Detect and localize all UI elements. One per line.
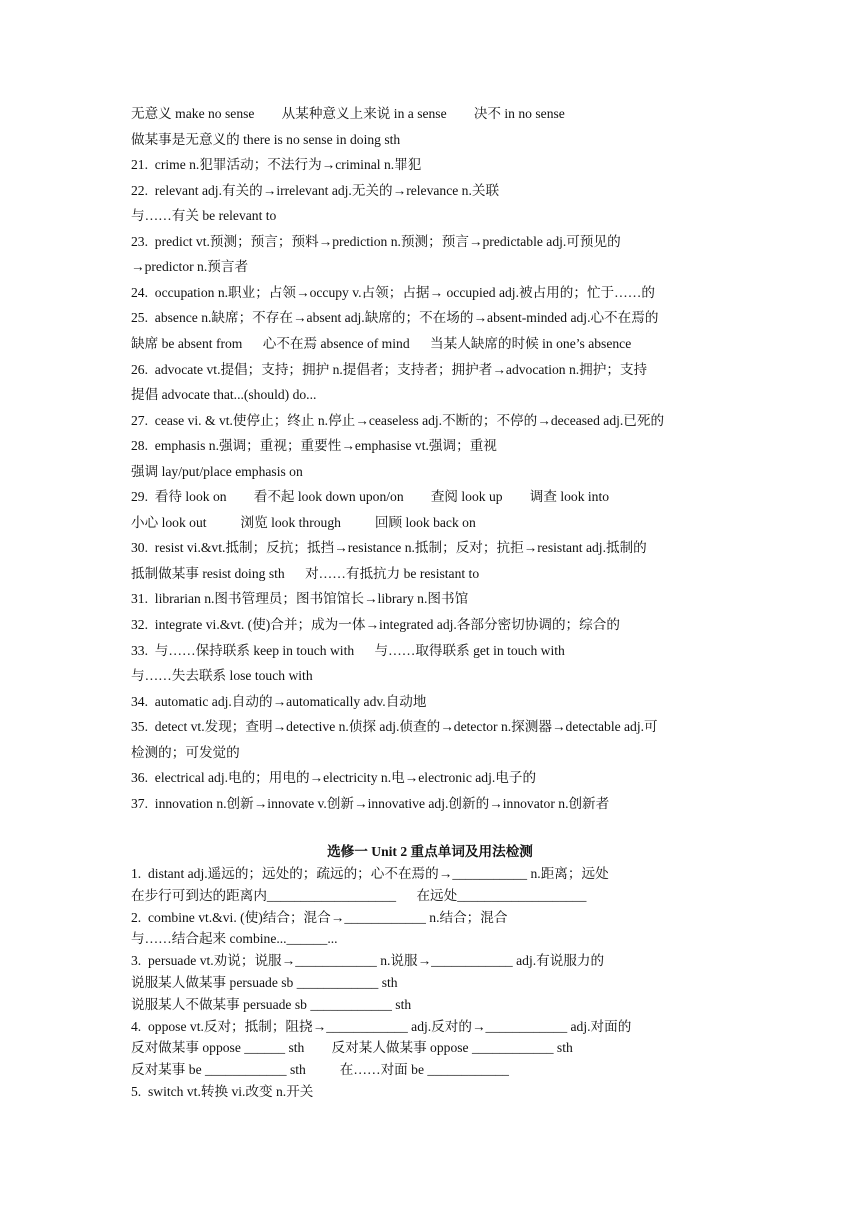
vocab-line: 36. electrical adj.电的；用电的→electricity n.电→electronic adj.电子的 (131, 770, 537, 786)
exercise-line: 反对做某事 oppose ______ sth 反对某人做某事 oppose ____________ sth (131, 1040, 573, 1056)
vocab-line: 23. predict vt.预测；预言；预料→prediction n.预测；预言→predictable adj.可预见的 (131, 233, 621, 249)
exercise-line: 1. distant adj.遥远的；远处的；疏远的；心不在焉的→___________ n.距离；远处 (131, 866, 609, 881)
vocab-line: 37. innovation n.创新→innovate v.创新→innovative adj.创新的→innovator n.创新者 (131, 795, 610, 811)
vocab-line: 抵制做某事 resist doing sth 对……有抵抗力 be resistant to (131, 565, 480, 581)
vocab-line: 28. emphasis n.强调；重视；重要性→emphasise vt.强调；重视 (131, 438, 497, 454)
vocab-line: 21. crime n.犯罪活动；不法行为→criminal n.罪犯 (131, 157, 422, 173)
vocab-line: →predictor n.预言者 (131, 259, 249, 275)
vocab-line: 强调 lay/put/place emphasis on (131, 463, 303, 479)
vocab-line: 检测的；可发觉的 (131, 744, 240, 760)
vocab-line: 做某事是无意义的 there is no sense in doing sth (131, 131, 401, 147)
vocab-line: 22. relevant adj.有关的→irrelevant adj.无关的→relevance n.关联 (131, 182, 500, 198)
vocab-line: 29. 看待 look on 看不起 look down upon/on 查阅 look up 调查 look into (131, 489, 610, 505)
vocab-line: 30. resist vi.&vt.抵制；反抗；抵挡→resistance n.抵制；反对；抗拒→resistant adj.抵制的 (131, 540, 647, 556)
exercise-line: 与……结合起来 combine...______... (131, 931, 338, 947)
section-title: 选修一 Unit 2 重点单词及用法检测 (327, 844, 533, 859)
exercise-line: 4. oppose vt.反对；抵制；阻挠→____________ adj.反对的→____________ adj.对面的 (131, 1018, 632, 1034)
exercise-line: 反对某事 be ____________ sth 在……对面 be ____________ (131, 1062, 509, 1078)
exercise-line: 说服某人不做某事 persuade sb ____________ sth (131, 996, 412, 1012)
vocab-line: 27. cease vi. & vt.使停止；终止 n.停止→ceaseless adj.不断的；不停的→deceased adj.已死的 (131, 412, 665, 428)
vocab-line: 24. occupation n.职业；占领→occupy v.占领；占据→ occupied adj.被占用的；忙于……的 (131, 284, 655, 300)
vocab-line: 与……有关 be relevant to (131, 208, 277, 224)
vocab-line: 31. librarian n.图书管理员；图书馆馆长→library n.图书馆 (131, 591, 469, 607)
vocab-line: 小心 look out 浏览 look through 回顾 look back on (131, 514, 476, 530)
vocab-line: 与……失去联系 lose touch with (131, 668, 313, 684)
exercise-line: 在步行可到达的距离内___________________ 在远处___________________ (131, 887, 587, 903)
exercise-line: 说服某人做某事 persuade sb ____________ sth (131, 975, 398, 990)
vocab-line: 34. automatic adj.自动的→automatically adv.自动地 (131, 693, 427, 709)
vocab-line: 提倡 advocate that...(should) do... (131, 387, 317, 403)
vocab-line: 缺席 be absent from 心不在焉 absence of mind 当某人缺席的时候 in one’s absence (131, 335, 632, 351)
vocab-line: 26. advocate vt.提倡；支持；拥护 n.提倡者；支持者；拥护者→advocation n.拥护；支持 (131, 361, 648, 377)
exercise-line: 3. persuade vt.劝说；说服→____________ n.说服→____________ adj.有说服力的 (131, 953, 605, 969)
vocab-line: 33. 与……保持联系 keep in touch with 与……取得联系 get in touch with (131, 642, 565, 658)
exercise-line: 2. combine vt.&vi. (使)结合；混合→____________ n.结合；混合 (131, 909, 508, 925)
vocab-line: 无意义 make no sense 从某种意义上来说 in a sense 决不 in no sense (131, 106, 565, 121)
exercise-line: 5. switch vt.转换 vi.改变 n.开关 (131, 1084, 314, 1099)
vocab-line: 35. detect vt.发现；查明→detective n.侦探 adj.侦查的→detector n.探测器→detectable adj.可 (131, 719, 658, 735)
vocab-line: 32. integrate vi.&vt. (使)合并；成为一体→integrated adj.各部分密切协调的；综合的 (131, 617, 620, 632)
vocab-line: 25. absence n.缺席；不存在→absent adj.缺席的；不在场的→absent-minded adj.心不在焉的 (131, 310, 659, 326)
